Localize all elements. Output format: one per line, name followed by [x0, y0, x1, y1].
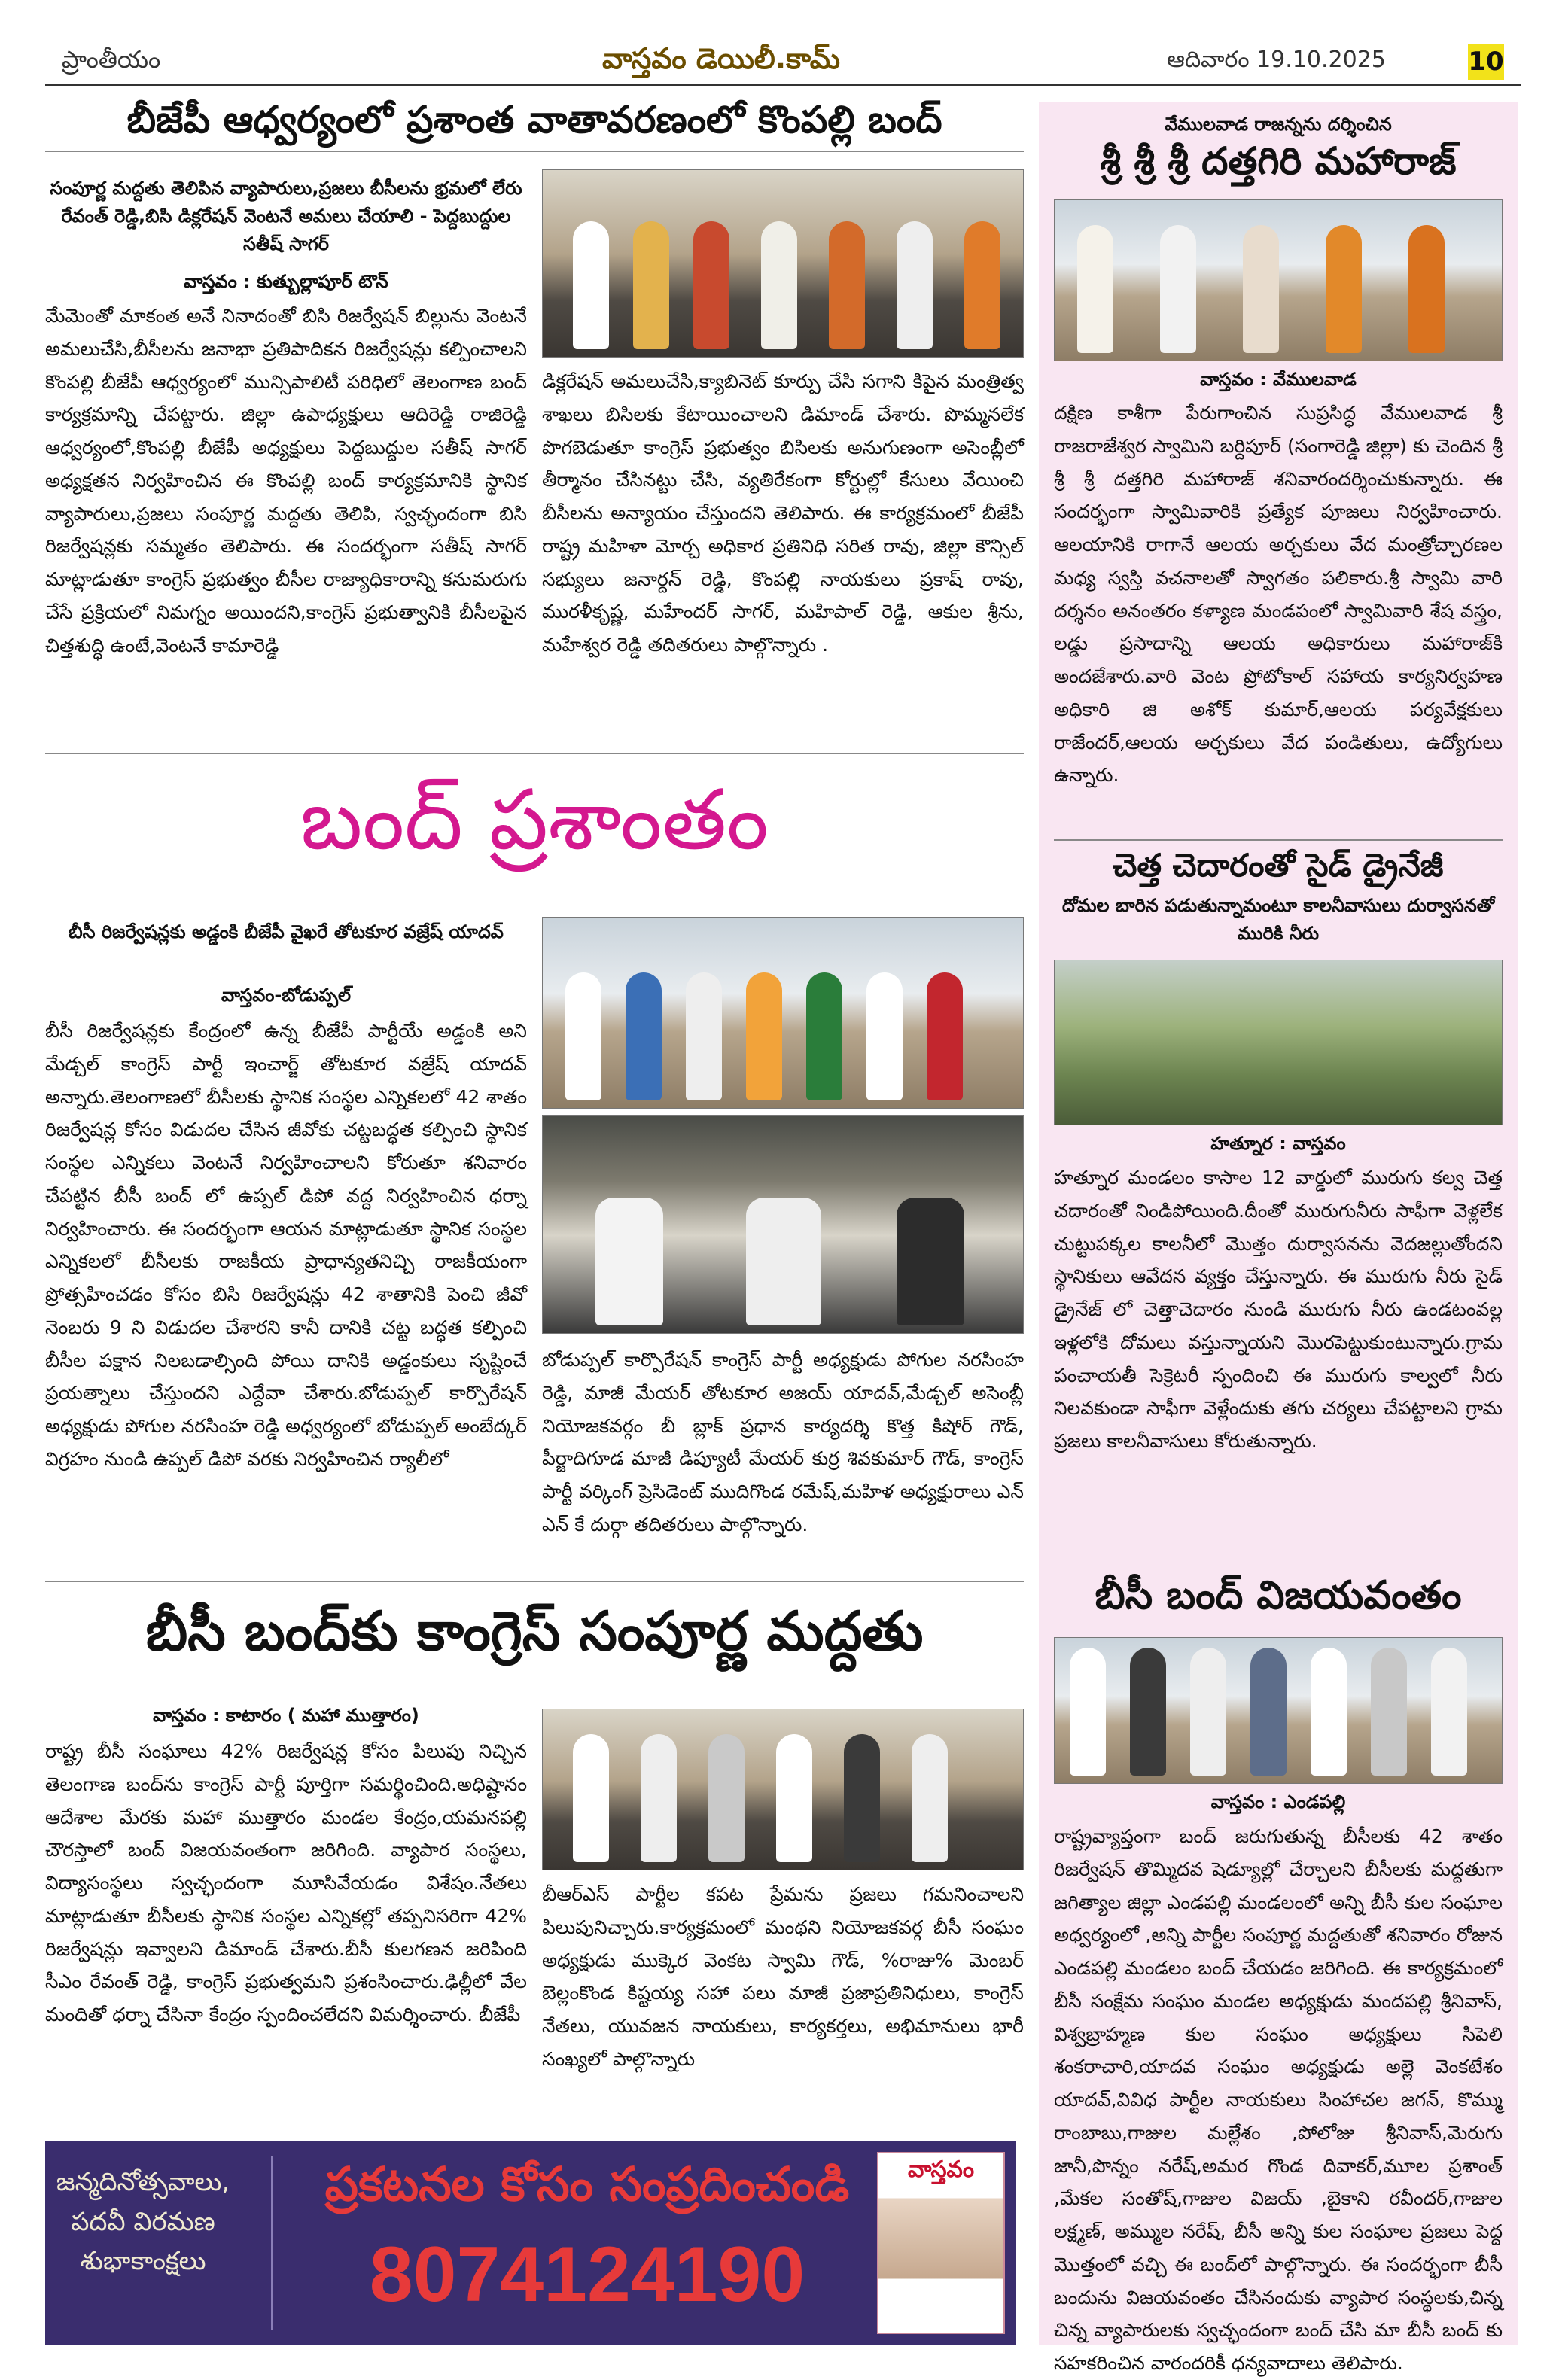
person-figure — [693, 221, 729, 349]
sidebar-story2-headline: చెత్త చెదారంతో సైడ్ డ్రైనేజీ — [1113, 847, 1444, 884]
article2-deck: బీసీ రిజర్వేషన్లకు అడ్డంకి బీజేపీ వైఖరే తోటకూర వజ్రేష్ యాదవ్ — [69, 921, 504, 942]
main-heading: బంద్ ప్రశాంతం — [300, 772, 769, 868]
ad-banner[interactable] — [45, 2141, 1016, 2345]
person-figure — [746, 972, 782, 1100]
person-figure — [565, 972, 601, 1100]
divider — [45, 753, 1024, 754]
article1-col1: మేమెంతో మాకంత అనే నినాదంతో బిసి రిజర్వేషన్ బిల్లును వెంటనే అమలుచేసి,బీసీలను జనాభా ప్రతిపాదికన రిజర్వేషన్లు కల్పించాలని కొంపల్లి బీజేపీ ఆధ్వర్యంలో మున్సిపాలిటీ పరిధిలో తెలంగాణ బంద్ కార్యక్రమాన్ని చేపట్టారు. జిల్లా ఉపాధ్యక్షులు ఆదిరెడ్డి రాజిరెడ్డి ఆధ్వర్యంలో,కొంపల్లి బీజేపీ అధ్యక్షులు పెద్దబుద్దుల సతీష్ సాగర్ అధ్యక్షతన నిర్వహించిన ఈ కొంపల్లి బంద్ కార్యక్రమానికి స్థానిక వ్యాపారులు,ప్రజలు సంపూర్ణ మద్దతు తెలిపి, స్వచ్ఛందంగా బిసి రిజర్వేషన్లకు సమ్మతం తెలిపారు. ఈ సందర్భంగా సతీష్ సాగర్ మాట్లాడుతూ కాంగ్రెస్ ప్రభుత్వం బీసీల రాజ్యాధికారాన్ని కనుమరుగు చేసే ప్రక్రియలో నిమగ్నం అయిందని,కాంగ్రెస్ ప్రభుత్వానికి బీసీలపైన చిత్తశుద్ధి ఉంటే,వెంటనే కామారెడ్డి — [45, 305, 527, 656]
divider — [45, 151, 1024, 152]
person-figure — [1431, 1648, 1467, 1776]
ad-mini-logo: వాస్తవం — [907, 2156, 975, 2183]
person-figure — [897, 221, 933, 349]
issue-date: ఆదివారం 19.10.2025 — [1167, 47, 1386, 73]
person-figure — [1130, 1648, 1166, 1776]
article1-deck: సంపూర్ణ మద్దతు తెలిపిన వ్యాపారులు,ప్రజలు బీసీలను భ్రమలో లేరు రేవంత్ రెడ్డి,బిసి డిక్లరేషన్ వెంటనే అమలు చేయాలి - పెద్దబుద్దుల సతీష్ సాగర్ — [50, 178, 522, 255]
person-figure — [1070, 1648, 1106, 1776]
article3-col2: బీఆర్ఎస్ పార్టీల కపట ప్రేమను ప్రజలు గమనించాలని పిలుపునిచ్చారు.కార్యక్రమంలో మంథని నియోజకవర్గ బీసీ సంఘం అధ్యక్షుడు ముక్కెర వెంకట స్వామి గౌడ్, %రాజు% మెంబర్ బెల్లంకొండ కిష్టయ్య సహా పలు మాజీ ప్రజాప్రతినిధులు, కాంగ్రెస్ నేతలు, యువజన నాయకులు, కార్యకర్తలు, అభిమానులు భారీ సంఖ్యలో పాల్గొన్నారు — [542, 1883, 1024, 2070]
person-figure — [806, 972, 842, 1100]
ad-newspaper-thumbnail — [877, 2152, 1005, 2334]
person-figure — [1408, 225, 1445, 353]
person-figure — [1250, 1648, 1287, 1776]
sidebar-story1-dateline: వాస్తవం : వేములవాడ — [1200, 369, 1357, 390]
sidebar-story1-headline: శ్రీ శ్రీ శ్రీ దత్తగిరి మహారాజ్ — [1100, 139, 1457, 183]
article2-col2: బోడుప్పల్ కార్పొరేషన్ కాంగ్రెస్ పార్టీ అధ్యక్షుడు పోగుల నరసింహ రెడ్డి, మాజీ మేయర్ తోటకూర అజయ్ యాదవ్,మేడ్చల్ అసెంబ్లీ నియోజకవర్గం బీ బ్లాక్ ప్రధాన కార్యదర్శి కొత్త కిషోర్ గౌడ్, పీర్జాదిగూడ మాజీ డిప్యూటీ మేయర్ కుర్ర శివకుమార్ గౌడ్, కాంగ్రెస్ పార్టీ వర్కింగ్ ప్రెసిడెంట్ ముదిగొండ రమేష్,మహిళ అధ్యక్షురాలు ఎన్ ఎన్ కే దుర్గా తదితరులు పాల్గొన్నారు. — [542, 1349, 1024, 1535]
person-figure — [686, 972, 722, 1100]
person-figure — [1311, 1648, 1347, 1776]
sidebar-story3-photo — [1054, 1637, 1503, 1784]
sidebar — [1039, 102, 1518, 2374]
person-figure — [641, 1734, 677, 1862]
divider — [45, 1581, 1024, 1582]
person-figure — [964, 221, 1000, 349]
article2-col1: బీసీ రిజర్వేషన్లకు కేంద్రంలో ఉన్న బీజేపీ పార్టీయే అడ్డంకి అని మేడ్చల్ కాంగ్రెస్ పార్టీ ఇంచార్జ్ తోటకూర వజ్రేష్ యాదవ్ అన్నారు.తెలంగాణలో బీసీలకు స్థానిక సంస్థల ఎన్నికలలో 42 శాతం రిజర్వేషన్ల కోసం విడుదల చేసిన జీవోకు చట్టబద్ధత కల్పించి స్థానిక సంస్థల ఎన్నికలు వెంటనే నిర్వహించాలని కోరుతూ శనివారం చేపట్టిన బీసీ బంద్ లో ఉప్పల్ డిపో వద్ద నిర్వహించిన ధర్నా నిర్వహించారు. ఈ సందర్భంగా ఆయన మాట్లాడుతూ స్థానిక సంస్థల ఎన్నికలలో బీసీలకు రాజకీయ ప్రాధాన్యతనిచ్చి రాజకీయంగా ప్రోత్సహించడం కోసం బిసి రిజర్వేషన్లు 42 శాతానికి పెంచి జీవో నెంబరు 9 ని విడుదల చేశారని కానీ దానికి చట్ట బద్ధత కల్పించి బీసీల పక్షాన నిలబడాల్సింది పోయి దానికి అడ్డంకులు సృష్టించే ప్రయత్నాలు చేస్తుందని ఎద్దేవా చేశారు.బోడుప్పల్ కార్పొరేషన్ అధ్యక్షుడు పోగుల నరసింహ రెడ్డి అధ్వర్యంలో బోడుప్పల్ అంబేద్కర్ విగ్రహం నుండి ఉప్పల్ డిపో వరకు నిర్వహించిన ర్యాలీలో — [45, 1020, 527, 1470]
person-figure — [776, 1734, 812, 1862]
article2-dateline: వాస్తవం-బోడుప్పల్ — [221, 985, 352, 1006]
section-label: ప్రాంతీయం — [62, 45, 161, 74]
person-figure — [897, 1198, 964, 1325]
divider — [1054, 839, 1503, 841]
sidebar-story2-deck: దోమల బారిన పడుతున్నామంటూ కాలనీవాసులు దుర్వాసనతో మురికి నీరు — [1061, 895, 1495, 945]
article2-photo-rally — [542, 917, 1024, 1109]
ad-divider — [271, 2156, 273, 2330]
ad-phone[interactable]: 8074124190 — [369, 2231, 805, 2318]
article3-dateline: వాస్తవం : కాటారం ( మహా ముత్తారం) — [153, 1705, 419, 1726]
article1-headline: బీజేపీ ఆధ్వర్యంలో ప్రశాంత వాతావరణంలో కొంపల్లి బంద్ — [126, 98, 942, 142]
article2-photo-bike — [542, 1115, 1024, 1334]
person-figure — [844, 1734, 880, 1862]
sidebar-story1-body: దక్షిణ కాశీగా పేరుగాంచిన సుప్రసిద్ధ వేములవాడ శ్రీ రాజరాజేశ్వర స్వామిని బర్దిపూర్ (సంగారెడ్డి జిల్లా) కు చెందిన శ్రీ శ్రీ శ్రీ దత్తగిరి మహారాజ్ శనివారందర్శించుకున్నారు. ఈ సందర్భంగా స్వామివారికి ప్రత్యేక పూజలు నిర్వహించారు. ఆలయానికి రాగానే ఆలయ అర్చకులు వేద మంత్రోచ్చారణల మధ్య స్వస్తి వచనాలతో స్వాగతం పలికారు.శ్రీ స్వామి వారి దర్శనం అనంతరం కళ్యాణ మండపంలో స్వామివారి శేష వస్త్రం, లడ్డు ప్రసాదాన్ని ఆలయ అధికారులు మహారాజ్‌కి అందజేశారు.వారి వెంట ప్రోటోకాల్ సహాయ కార్యనిర్వహణ అధికారి జి అశోక్ కుమార్,ఆలయ పర్యవేక్షకులు రాజేందర్,ఆలయ అర్చకులు వేద పండితులు, ఉద్యోగులు ఉన్నారు. — [1054, 402, 1503, 787]
article3-col1: రాష్ట్ర బీసీ సంఘాలు 42% రిజర్వేషన్ల కోసం పిలుపు నిచ్చిన తెలంగాణ బంద్‌ను కాంగ్రెస్ పార్టీ పూర్తిగా సమర్థించింది.అధిష్టానం ఆదేశాల మేరకు మహా ముత్తారం మండల కేంద్రం,యమనపల్లి చౌరస్తాలో బంద్ విజయవంతంగా జరిగింది. వ్యాపార సంస్థలు, విద్యాసంస్థలు స్వచ్ఛందంగా మూసివేయడం విశేషం.నేతలు మాట్లాడుతూ బీసీలకు స్థానిక సంస్థల ఎన్నికల్లో తప్పనిసరిగా 42% రిజర్వేషన్లు ఇవ్వాలని డిమాండ్ చేశారు.బీసీ కులగణన జరిపింది సీఎం రేవంత్ రెడ్డి, కాంగ్రెస్ ప్రభుత్వమని ప్రశంసించారు.ఢిల్లీలో వేల మందితో ధర్నా చేసినా కేంద్రం స్పందించలేదని విమర్శించారు. బీజేపీ — [45, 1740, 527, 2025]
person-figure — [746, 1198, 821, 1325]
person-figure — [626, 972, 662, 1100]
person-figure — [1077, 225, 1113, 353]
masthead-logo: వాస్తవం డెయిలీ.కామ్ — [602, 42, 840, 75]
sidebar-story3-headline: బీసీ బంద్ విజయవంతం — [1095, 1573, 1462, 1618]
article3-headline: బీసీ బంద్‌కు కాంగ్రెస్ సంపూర్ణ మద్దతు — [145, 1599, 924, 1663]
person-figure — [708, 1734, 745, 1862]
article1-photo — [542, 169, 1024, 358]
sidebar-story3-dateline: వాస్తవం : ఎండపల్లి — [1210, 1791, 1346, 1812]
person-figure — [1190, 1648, 1226, 1776]
sidebar-story3-body: రాష్ట్రవ్యాప్తంగా బంద్ జరుగుతున్న బీసీలకు 42 శాతం రిజర్వేషన్ తొమ్మిదవ షెడ్యూల్లో చేర్చాలని బీసీలకు మద్దతుగా జగిత్యాల జిల్లా ఎండపల్లి మండలంలో అన్ని బీసీ కుల సంఘాల అధ్వర్యంలో ,అన్ని పార్టీల సంపూర్ణ మద్దతుతో శనివారం రోజున ఎండపల్లి మండలం బంద్ చేయడం జరిగింది. ఈ కార్యక్రమంలో బీసీ సంక్షేమ సంఘం మండల అధ్యక్షుడు మందపల్లి శ్రీనివాస్, విశ్వబ్రాహ్మణ కుల సంఘం అధ్యక్షులు సిపెలి శంకరాచారి,యాదవ సంఘం అధ్యక్షుడు అల్లె వెంకటేశం యాదవ్,వివిధ పార్టీల నాయకులు సింహాచల జగన్, కొమ్ము రాంబాబు,గాజుల మల్లేశం ,పోలోజు శ్రీనివాస్,మెరుగు జానీ,పొన్నం నరేష్,అమర గొండ దివాకర్,మూల ప్రశాంత్ ,మేకల సంతోష్,గాజుల విజయ్ ,బైకాని రవీందర్,గాజుల లక్ష్మణ్, అమ్ముల నరేష్, బీసీ అన్ని కుల సంఘాల ప్రజలు పెద్ద మొత్తంలో వచ్చి ఈ బంద్‌లో పాల్గొన్నారు. ఈ సందర్భంగా బీసీ బందును విజయవంతం చేసినందుకు వ్యాపార సంస్థలకు,చిన్న చిన్న వ్యాపారులకు స్వచ్ఛందంగా బంద్ చేసి మా బీసీ బంద్ కు సహకరించిన వారందరికీ ధన్యవాదాలు తెలిపారు. — [1054, 1825, 1503, 2374]
article1-dateline: వాస్తవం : కుత్బుల్లాపూర్ టౌన్ — [184, 271, 388, 292]
sidebar-story1-kicker: వేములవాడ రాజన్నను దర్శించిన — [1165, 114, 1392, 135]
person-figure — [1160, 225, 1196, 353]
person-figure — [1326, 225, 1362, 353]
sidebar-story1-photo — [1054, 199, 1503, 361]
article3-photo — [542, 1709, 1024, 1870]
person-figure — [573, 221, 609, 349]
sidebar-story2-body: హత్నూర మండలం కాసాల 12 వార్డులో మురుగు కల్వ చెత్త చదారంతో నిండిపోయింది.దీంతో మురుగునీరు సాఫీగా వెళ్లలేక చుట్టుపక్కల కాలనీలో మొత్తం దుర్వాసనను వెదజల్లుతోందని స్థానికులు ఆవేదన వ్యక్తం చేస్తున్నారు. ఈ మురుగు నీరు సైడ్ డ్రైనేజ్ లో చెత్తాచెదారం నుండి మురుగు నీరు ఉండటంవల్ల ఇళ్లలోకి దోమలు వస్తున్నాయని మొరపెట్టుకుంటున్నారు.గ్రామ పంచాయతీ సెక్రెటరీ స్పందించి ఈ మురుగు కాల్వలో నీరు నిలవకుండా సాఫీగా వెళ్లేందుకు తగు చర్యలు చేపట్టాలని గ్రామ ప్రజలు కాలనీవాసులు కోరుతున్నారు. — [1054, 1167, 1503, 1452]
person-figure — [573, 1734, 609, 1862]
sidebar-story2-photo — [1054, 960, 1503, 1125]
person-figure — [912, 1734, 948, 1862]
page-number: 10 — [1468, 44, 1504, 80]
person-figure — [829, 221, 865, 349]
sidebar-story2-dateline: హత్నూర : వాస్తవం — [1210, 1133, 1346, 1154]
ad-left-text: జన్మదినోత్సవాలు, పదవీ విరమణ శుభాకాంక్షలు — [56, 2167, 230, 2277]
article1-col2: డిక్లరేషన్ అమలుచేసి,క్యాబినెట్ కూర్పు చేసి సగాని కిపైన మంత్రిత్వ శాఖలు బిసిలకు కేటాయించాలని డిమాండ్ చేశారు. పొమ్మనలేక పొగబెడుతూ కాంగ్రెస్ ప్రభుత్వం బిసిలకు అనుగుణంగా అసెంబ్లీలో తీర్మానం చేసినట్టు చేసి, వ్యతిరేకంగా కోర్టుల్లో కేసులు వేయించి బీసీలను అన్యాయం చేస్తుందని తెలిపారు. ఈ కార్యక్రమంలో బీజేపీ రాష్ట్ర మహిళా మోర్చ అధికార ప్రతినిధి సరిత రావు, జిల్లా కౌన్సిల్ సభ్యులు జనార్దన్ రెడ్డి, కొంపల్లి నాయకులు ప్రకాష్ రావు, మురళీకృష్ణ, మహేందర్ సాగర్, మహిపాల్ రెడ్డి, ఆకుల శ్రీను, మహేశ్వర రెడ్డి తదితరులు పాల్గొన్నారు . — [542, 370, 1024, 656]
person-figure — [1243, 225, 1279, 353]
person-figure — [595, 1198, 663, 1325]
page-header — [45, 39, 1521, 86]
person-figure — [866, 972, 903, 1100]
person-figure — [927, 972, 963, 1100]
ad-headline: ప్రకటనల కోసం సంప్రదించండి — [324, 2156, 850, 2211]
person-figure — [761, 221, 797, 349]
person-figure — [633, 221, 669, 349]
person-figure — [1371, 1648, 1407, 1776]
